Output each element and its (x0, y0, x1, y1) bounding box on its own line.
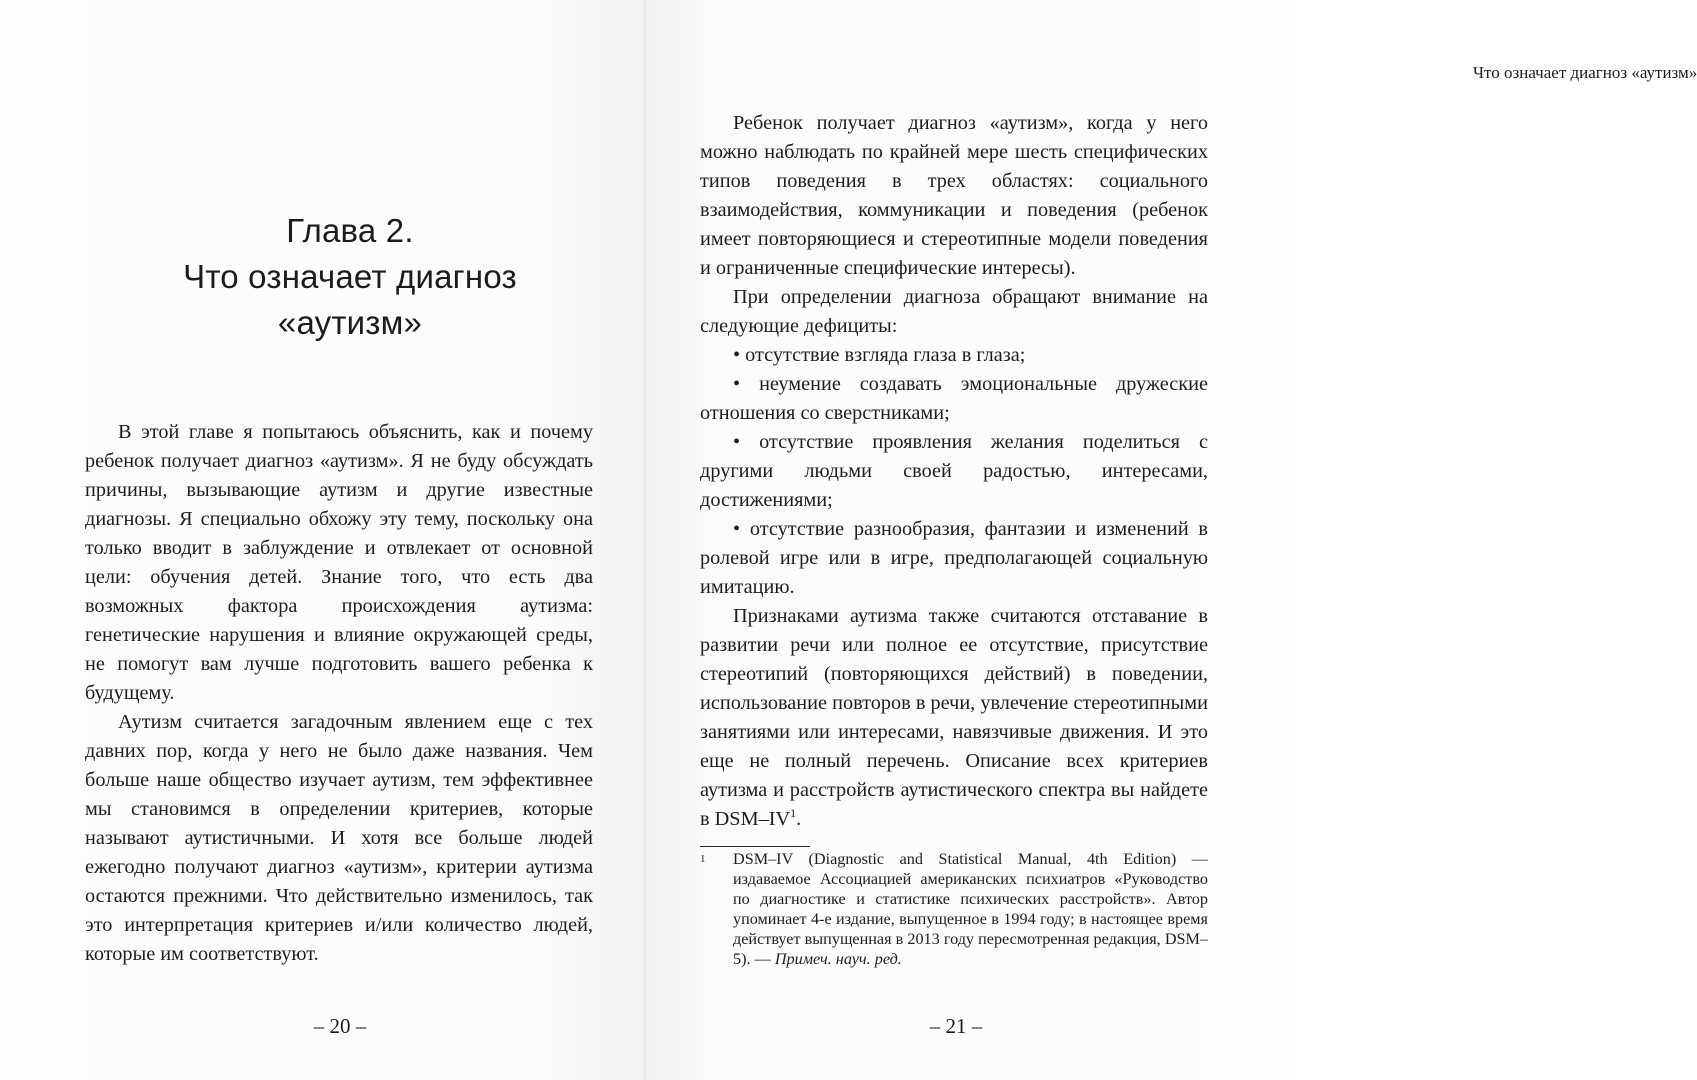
paragraph: В этой главе я попытаюсь объяснить, как и почему ребенок получает диагноз «аутизм». Я не буду обсуждать причины, вызывающие аутизм и другие известные диагнозы. Я специально обхожу эту тему, поскольку она только вводит в заблуждение и отвлекает от основной цели: обучения детей. Знание того, что есть два возможных фактора происхождения аутизма: генетические нарушения и влияние окружающей среды, не помогут вам лучше подготовить вашего ребенка к будущему. (85, 421, 593, 704)
footnote-body: DSM–IV (Diagnostic and Statistical Manual, 4th Edition) — издаваемое Ассоциацией американских психиатров «Руководство по диагностике и статистике психических расстройств». Автор упоминает 4-е издание, выпущенное в 1994 году; в настоящее время действует выпущенная в 2013 году пересмотренная редакция, DSM–5). — (733, 850, 1208, 968)
page-number: – 21 – (929, 1014, 983, 1038)
footnote-reference: 1 (790, 806, 797, 821)
bullet-item: • неумение создавать эмоциональные дружеские отношения со сверстниками; (700, 373, 1208, 424)
running-head: Что означает диагноз «аутизм» (1473, 63, 1697, 82)
page-number: – 20 – (313, 1014, 367, 1038)
footnote-mark: 1 (700, 853, 706, 865)
footnote-rule (700, 846, 810, 847)
chapter-title-line-3: «аутизм» (277, 304, 423, 342)
paragraph: При определении диагноза обращают внимание на следующие дефициты: (700, 286, 1208, 337)
bullet-item: • отсутствие разнообразия, фантазии и изменений в ролевой игре или в игре, предполагающей социальную имитацию. (700, 518, 1208, 598)
paragraph: Ребенок получает диагноз «аутизм», когда у него можно наблюдать по крайней мере шесть специфических типов поведения в трех областях: социального взаимодействия, коммуникации и поведения (ребенок имеет повторяющиеся и стереотипные модели поведения и ограниченные специфические интересы). (700, 112, 1208, 279)
paragraph-text: Признаками аутизма также считаются отставание в развитии речи или полное ее отсутствие, присутствие стереотипий (повторяющихся действий) в поведении, использование повторов в речи, увлечение стереотипными занятиями или интересами, навязчивые движения. И это еще не полный перечень. Описание всех критериев аутизма и расстройств аутистического спектра вы найдете в DSM–IV (700, 605, 1208, 830)
page-gutter (644, 0, 647, 1080)
right-body-text (700, 109, 1208, 834)
paragraph: Признаками аутизма также считаются отставание в развитии речи или полное ее отсутствие, присутствие стереотипий (повторяющихся действий) в поведении, использование повторов в речи, увлечение стереотипными занятиями или интересами, навязчивые движения. И это еще не полный перечень. Описание всех критериев аутизма и расстройств аутистического спектра вы найдете в DSM–IV$^1$. (700, 605, 1208, 830)
chapter-title (110, 208, 590, 346)
left-body-text (85, 418, 593, 969)
chapter-title-line-1: Глава 2. (286, 212, 414, 250)
footnote (700, 849, 1208, 969)
left-page (0, 0, 645, 1080)
bullet-item: • отсутствие проявления желания поделиться с другими людьми своей радостью, интересами, достижениями; (700, 431, 1208, 511)
paragraph: Аутизм считается загадочным явлением еще с тех давних пор, когда у него не было даже названия. Чем больше наше общество изучает аутизм, тем эффективнее мы становимся в определении критериев, которые называют аутистичными. И хотя все больше людей ежегодно получают диагноз «аутизм», критерии аутизма остаются прежними. Что действительно изменилось, так это интерпретация критериев и/или количество людей, которые им соответствуют. (85, 711, 593, 965)
chapter-title-line-2: Что означает диагноз (183, 258, 517, 296)
bullet-item: • отсутствие взгляда глаза в глаза; (733, 344, 1026, 366)
footnote-text (733, 849, 1208, 969)
footnote-editor-note: Примеч. науч. ред. (774, 950, 902, 968)
